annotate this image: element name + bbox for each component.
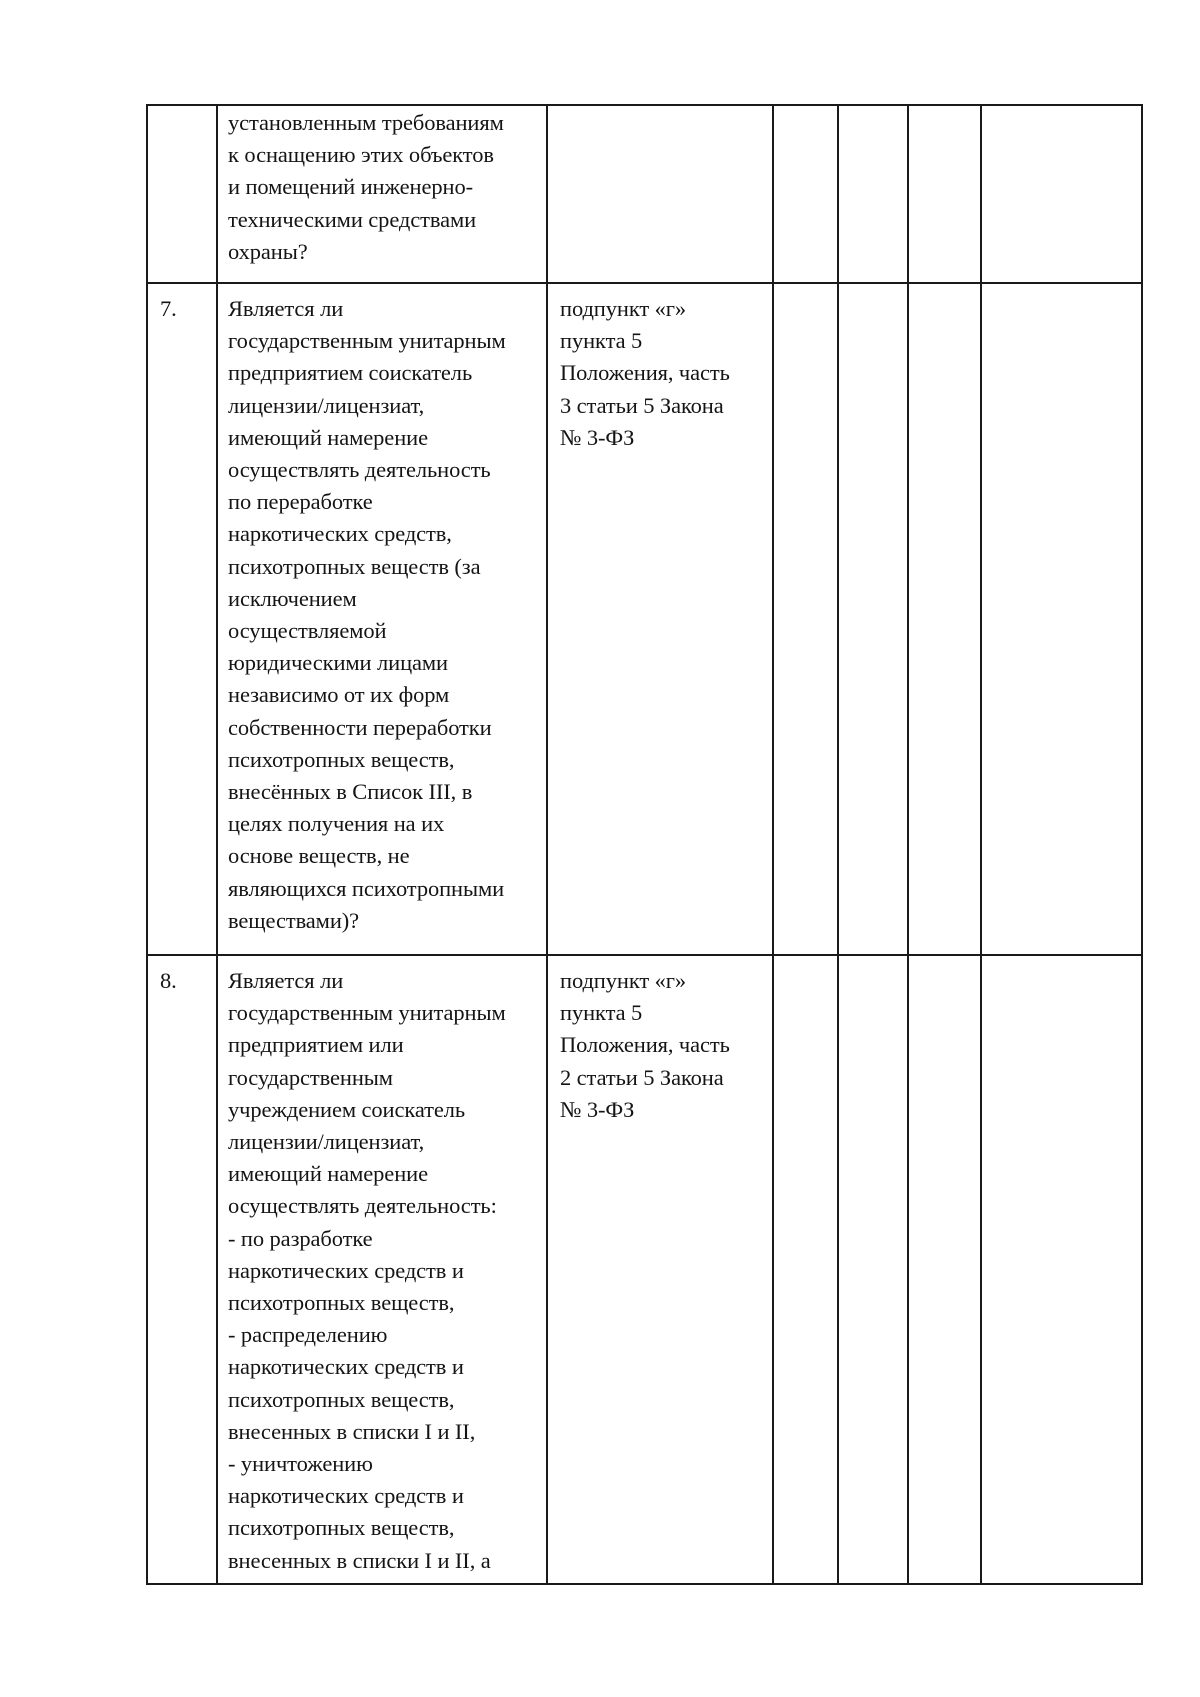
row-number: 7. [160,296,177,321]
question-cell [217,283,547,955]
row-number [148,106,216,115]
question-cell [217,105,547,283]
table-row [147,955,1142,1584]
reference-text: подпункт «г» пункта 5 Положения, часть 3 статьи 5 Закона № 3-ФЗ [560,296,730,450]
answer-cell-1 [773,283,838,955]
question-text: установленным требованиям к оснащению этих объектов и помещений инженерно- техническими средствами охраны? [228,110,504,264]
question-text: Является ли государственным унитарным предприятием соискатель лицензии/лицензиат, имеющий намерение осуществлять деятельность по переработке наркотических средств, психотропных веществ (за исключением осуществляемой юридическими лицами независимо от их форм собственности переработки психотропных веществ, внесённых в Список III, в целях получения на их основе веществ, не являющихся психотропными веществами)? [228,296,506,933]
comment-cell [981,283,1142,955]
answer-cell-2 [838,955,908,1584]
answer-cell-2 [838,283,908,955]
comment-cell [981,105,1142,283]
reference-cell [547,955,773,1584]
reference-text: подпункт «г» пункта 5 Положения, часть 2 статьи 5 Закона № 3-ФЗ [560,968,730,1122]
row-number-cell [147,283,217,955]
reference-cell [547,105,773,283]
reference-cell [547,283,773,955]
answer-cell-1 [773,955,838,1584]
row-number-cell [147,955,217,1584]
row-number-cell [147,105,217,283]
checklist-table [146,104,1143,1585]
answer-cell-3 [908,283,981,955]
answer-cell-3 [908,105,981,283]
row-number: 8. [160,968,177,993]
answer-cell-2 [838,105,908,283]
question-text: Является ли государственным унитарным предприятием или государственным учреждением соискатель лицензии/лицензиат, имеющий намерение осуществлять деятельность: - по разработке наркотических средств и психотропных веществ, - распределению наркотических средств и психотропных веществ, внесенных в списки I и II, - уничтожению наркотических средств и психотропных веществ, внесенных в списки I и II, а [228,968,506,1573]
question-cell [217,955,547,1584]
comment-cell [981,955,1142,1584]
answer-cell-3 [908,955,981,1584]
reference-text [548,106,772,115]
table-row [147,283,1142,955]
table-row [147,105,1142,283]
answer-cell-1 [773,105,838,283]
